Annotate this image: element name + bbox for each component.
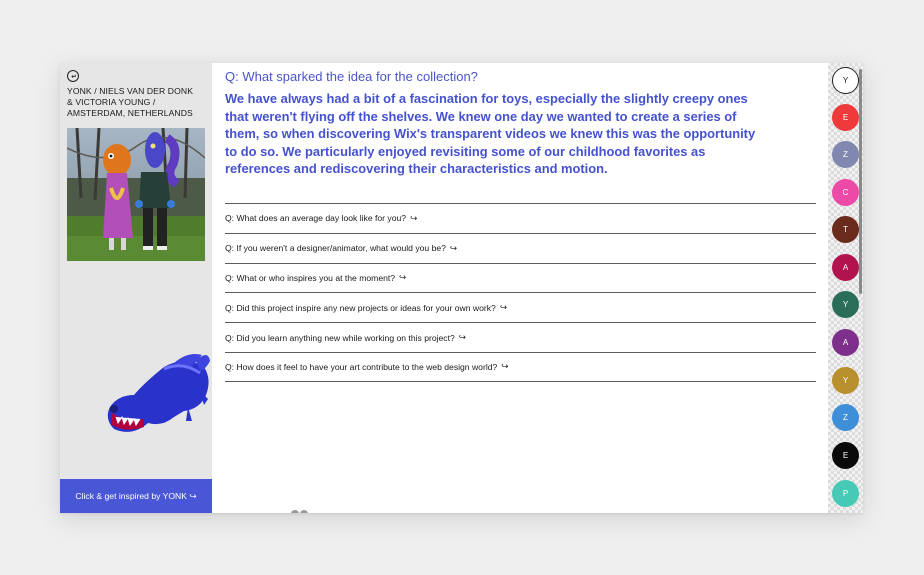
question-text: Q: Did this project inspire any new projects or ideas for your own work? [225,302,496,313]
artist-avatar[interactable]: Y [832,291,859,318]
artist-avatar[interactable]: A [832,254,859,281]
question-text: Q: How does it feel to have your art contribute to the web design world? [225,361,498,372]
question-list [225,203,816,382]
arrow-icon: ↪ [501,361,509,372]
question-item[interactable] [225,292,816,322]
artist-avatar[interactable]: E [832,442,859,469]
scrollbar[interactable] [859,69,862,507]
question-item[interactable] [225,352,816,382]
question-text: Q: If you weren't a designer/animator, what would you be? [225,243,446,254]
artist-avatar[interactable]: T [832,216,859,243]
artist-avatar[interactable]: E [832,104,859,131]
artist-avatar[interactable]: Y [832,367,859,394]
artist-photo-image [67,128,205,261]
artist-line-2: & VICTORIA YOUNG / [67,97,156,107]
arrow-icon: ↪ [458,332,466,343]
question-item[interactable] [225,322,816,352]
artist-line-3: AMSTERDAM, NETHERLANDS [67,108,193,118]
arrow-icon: ↪ [449,242,458,253]
question-text: Q: Did you learn anything new while working on this project? [225,332,455,343]
artist-avatar-strip [828,63,863,513]
arrow-icon: ↪ [399,272,407,283]
active-question[interactable]: Q: What sparked the idea for the collection? [225,69,478,84]
question-item[interactable] [225,263,816,293]
arrow-icon: ↪ [499,302,508,313]
get-inspired-button[interactable]: Click & get inspired by YONK ↪ [60,479,212,513]
artist-avatar[interactable]: C [832,179,859,206]
artist-avatar[interactable]: Z [832,404,859,431]
return-arrow-icon[interactable] [67,70,79,82]
blue-dog-illustration [104,347,212,447]
artist-avatar[interactable]: Y [832,67,859,94]
question-text: Q: What does an average day look like for you? [225,213,407,224]
artist-sidebar [60,63,212,513]
question-text: Q: What or who inspires you at the moment? [225,272,396,283]
artist-avatar[interactable]: A [832,329,859,356]
artist-photo [67,128,205,261]
answer-text: We have always had a bit of a fascination for toys, especially the slightly creepy ones that weren't flying off the shelves. We knew one day we wanted to create a series of them, so when discovering Wix's transparent videos we knew this was the opportunity to do so. We particularly enjoyed revisiting some of our childhood favorites as references and rediscovering their characteristics and motion. [225,91,756,177]
question-item[interactable] [225,203,816,233]
eyes-decoration-icon [290,509,310,513]
artist-avatar[interactable]: P [832,480,859,507]
question-item[interactable] [225,233,816,263]
arrow-icon: ↪ [410,212,418,223]
interview-content [212,63,828,513]
artist-line-1: YONK / NIELS VAN DER DONK [67,86,194,96]
scrollbar-thumb[interactable] [859,69,862,294]
app-window [60,63,863,513]
artist-avatar[interactable]: Z [832,141,859,168]
artist-name [67,86,207,119]
